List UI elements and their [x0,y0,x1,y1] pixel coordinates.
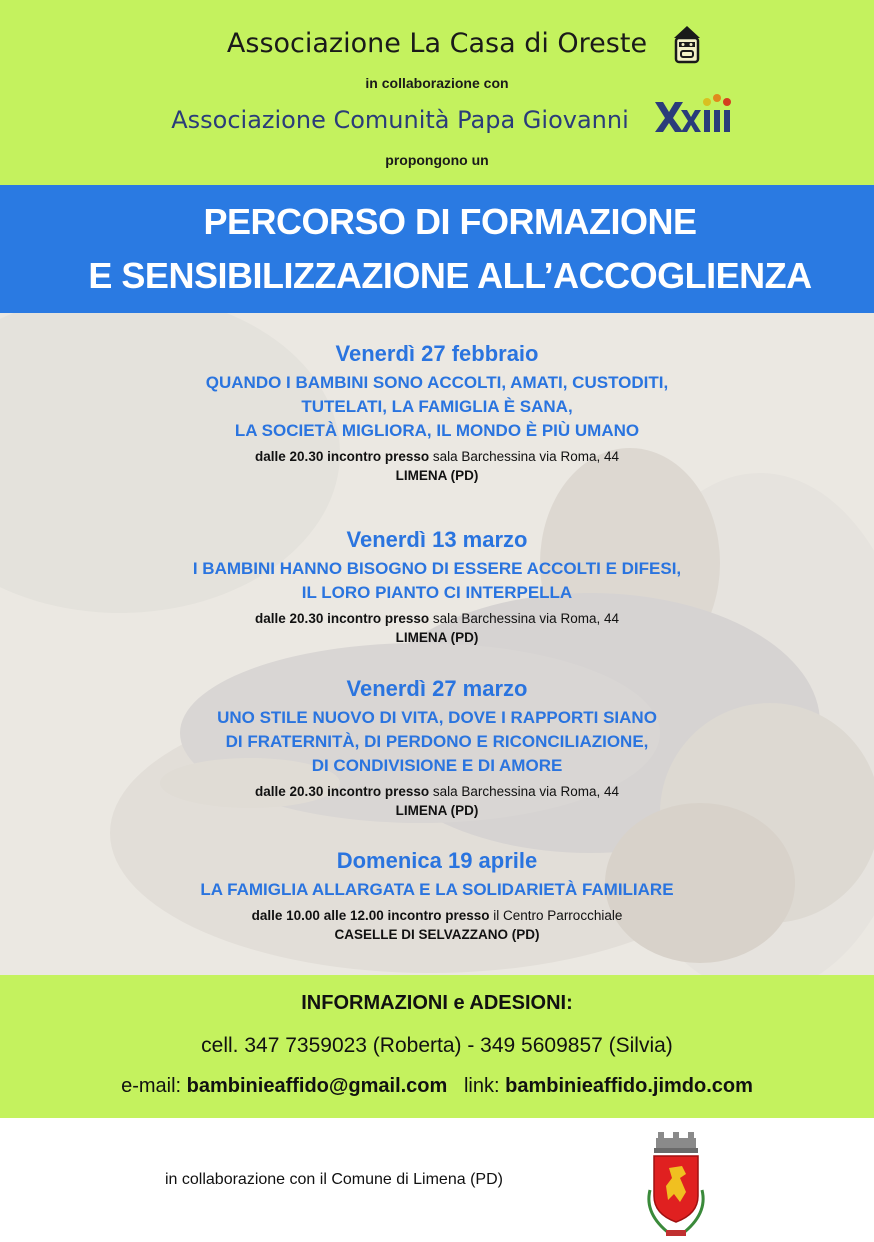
casa-di-oreste-logo-icon [670,22,704,66]
banner-title-line-2: E SENSIBILIZZAZIONE ALL’ACCOGLIENZA [88,255,812,296]
partner-name: Associazione Comunità Papa Giovanni [171,106,629,134]
phone-numbers: cell. 347 7359023 (Roberta) - 349 5609857 (Silvia) [201,1034,673,1057]
event-title-line: IL LORO PIANTO CI INTERPELLA [301,583,573,602]
event-title-line: LA SOCIETÀ MIGLIORA, IL MONDO È PIÙ UMANO [234,421,640,440]
event-title-line: TUTELATI, LA FAMIGLIA È SANA, [301,397,573,416]
organizer-name: Associazione La Casa di Oreste [226,28,648,59]
email-label: e-mail: [121,1075,182,1097]
event-place: LIMENA (PD) [395,803,479,818]
title-banner [0,185,874,313]
email-link[interactable]: bambinieaffido@gmail.com [186,1075,448,1097]
event-date: Domenica 19 aprile [336,848,538,873]
event-venue: sala Barchessina via Roma, 44 [432,611,619,626]
event-date: Venerdì 13 marzo [346,527,528,552]
papa-giovanni-xxiii-logo-icon [655,92,733,134]
footer-section [0,1118,874,1233]
limena-coat-of-arms-icon [636,1130,716,1242]
event-place: CASELLE DI SELVAZZANO (PD) [334,927,540,942]
propose-text: propongono un [385,152,489,168]
municipality-collaboration: in collaborazione con il Comune di Limena (PD) [165,1171,503,1188]
header-section [0,0,874,185]
event-title-line: I BAMBINI HANNO BISOGNO DI ESSERE ACCOLTI E DIFESI, [192,559,682,578]
event-title-line: DI FRATERNITÀ, DI PERDONO E RICONCILIAZIONE, [225,732,649,751]
event-venue: sala Barchessina via Roma, 44 [432,784,619,799]
event-time: dalle 20.30 incontro presso sala Barchessina via Roma, 44 [255,611,619,626]
event-1 [0,341,874,485]
event-3 [0,676,874,820]
event-title-line: LA FAMIGLIA ALLARGATA E LA SOLIDARIETÀ FAMILIARE [200,880,674,899]
events-section [0,313,874,975]
event-time: dalle 10.00 alle 12.00 incontro presso il Centro Parrocchiale [251,908,623,923]
contact-line [0,1075,874,1098]
event-time: dalle 20.30 incontro presso sala Barchessina via Roma, 44 [255,784,619,799]
event-place: LIMENA (PD) [395,468,479,483]
event-date: Venerdì 27 marzo [346,676,528,701]
link-label: link: [463,1075,500,1097]
banner-title-line-1: PERCORSO DI FORMAZIONE [203,201,697,242]
event-venue: sala Barchessina via Roma, 44 [432,449,619,464]
event-title-line: QUANDO I BAMBINI SONO ACCOLTI, AMATI, CUSTODITI, [205,373,669,392]
event-date: Venerdì 27 febbraio [335,341,539,366]
website-link[interactable]: bambinieaffido.jimdo.com [505,1075,753,1097]
event-title-line: UNO STILE NUOVO DI VITA, DOVE I RAPPORTI SIANO [217,708,657,727]
info-section [0,975,874,1118]
collaboration-text: in collaborazione con [365,75,509,91]
event-4 [0,848,874,944]
event-2 [0,527,874,647]
event-time: dalle 20.30 incontro presso sala Barchessina via Roma, 44 [255,449,619,464]
event-place: LIMENA (PD) [395,630,479,645]
info-heading: INFORMAZIONI e ADESIONI: [301,992,573,1014]
event-venue: il Centro Parrocchiale [493,908,623,923]
event-title-line: DI CONDIVISIONE E DI AMORE [311,756,563,775]
